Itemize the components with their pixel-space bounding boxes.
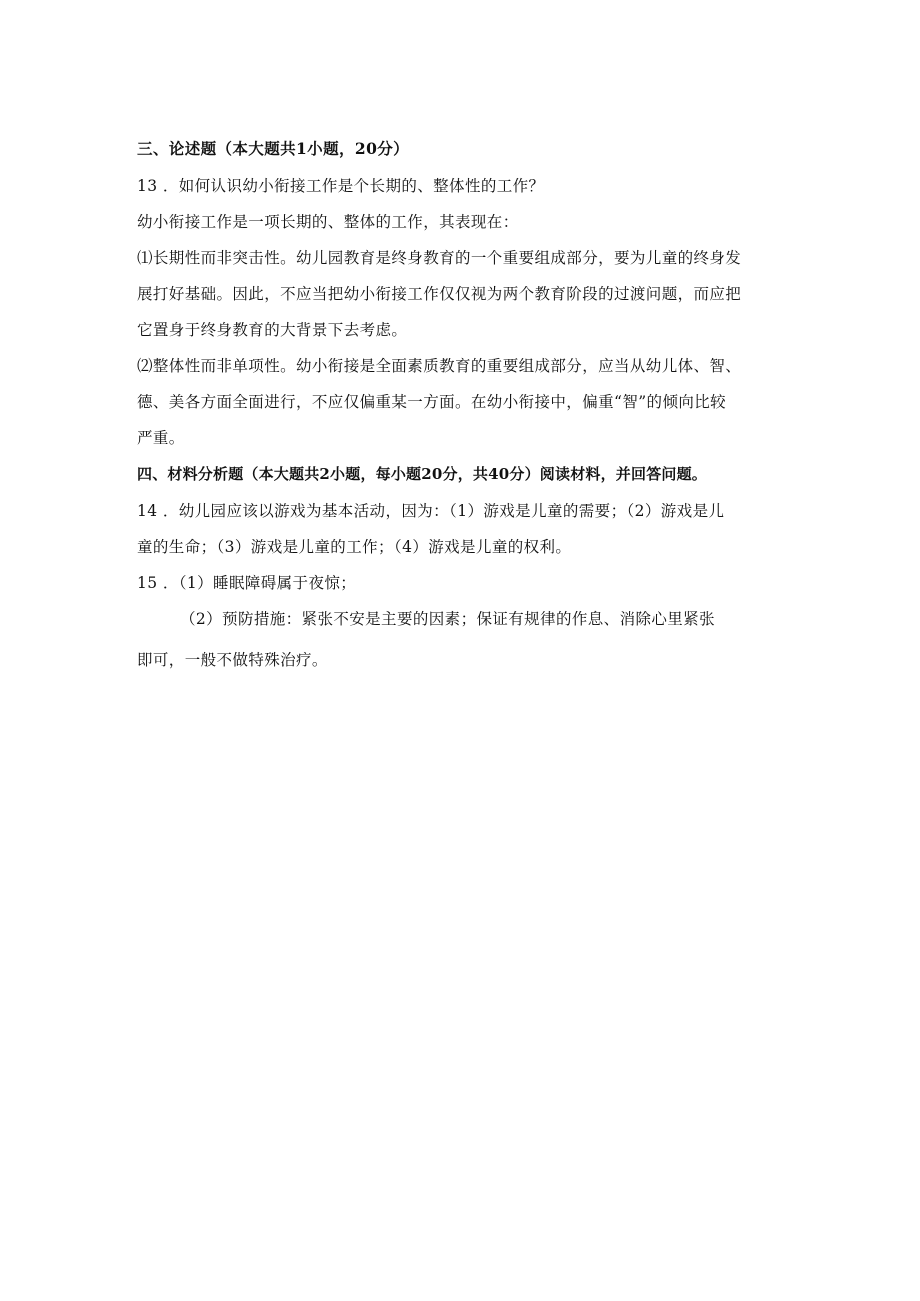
answer-13-intro: 幼小衔接工作是一项长期的、整体的工作，其表现在： — [137, 213, 519, 231]
section-4-heading: 四、材料分析题（本大题共2小题，每小题20分，共40分）阅读材料，并回答问题。 — [137, 465, 707, 483]
answer-13-point1-line3: 它置身于终身教育的大背景下去考虑。 — [137, 321, 408, 339]
section-3-heading: 三、论述题（本大题共1小题，20分） — [137, 139, 410, 158]
answer-14-line2: 童的生命；（3）游戏是儿童的工作；（4）游戏是儿童的权利。 — [137, 538, 572, 556]
answer-15-line2: （2）预防措施：紧张不安是主要的因素；保证有规律的作息、消除心里紧张 — [180, 610, 715, 628]
answer-13-point2-line2: 德、美各方面全面进行，不应仅偏重某一方面。在幼小衔接中，偏重“智”的倾向比较 — [137, 393, 727, 411]
answer-14-line1: 14 ．幼儿园应该以游戏为基本活动，因为：（1）游戏是儿童的需要；（2）游戏是儿 — [137, 502, 725, 520]
answer-13-point2-line3: 严重。 — [137, 429, 185, 447]
answer-15-line3: 即可，一般不做特殊治疗。 — [137, 651, 328, 669]
answer-13-point1-line1: ⑴长期性而非突击性。幼儿园教育是终身教育的一个重要组成部分，要为儿童的终身发 — [137, 249, 742, 267]
question-13: 13 ．如何认识幼小衔接工作是个长期的、整体性的工作？ — [137, 177, 545, 195]
answer-15-line1: 15 ．（1）睡眠障碍属于夜惊； — [137, 574, 357, 592]
answer-13-point2-line1: ⑵整体性而非单项性。幼小衔接是全面素质教育的重要组成部分，应当从幼儿体、智、 — [137, 357, 742, 375]
answer-13-point1-line2: 展打好基础。因此，不应当把幼小衔接工作仅仅视为两个教育阶段的过渡问题，而应把 — [137, 285, 742, 303]
